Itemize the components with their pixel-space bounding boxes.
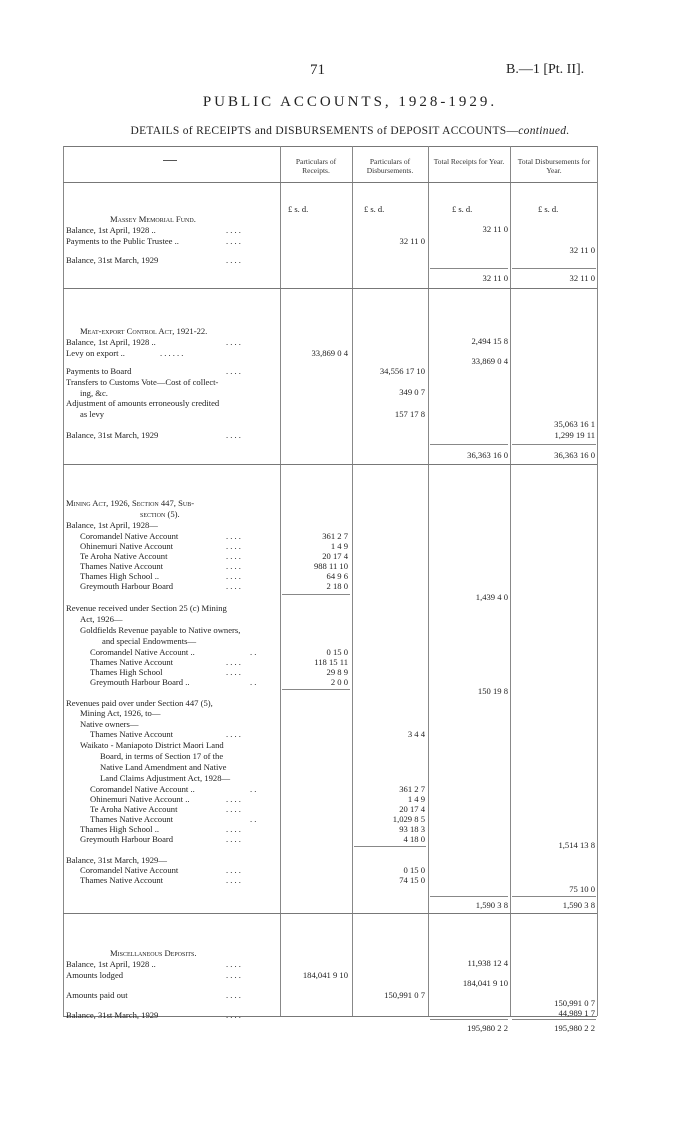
subtitle-main: DETAILS of RECEIPTS and DISBURSEMENTS of DEPOSIT ACCOUNTS— bbox=[130, 125, 519, 137]
mining-rev-acct-4: Greymouth Harbour Board .. bbox=[90, 677, 190, 687]
mining-close-acct-2: Thames Native Account bbox=[80, 875, 164, 885]
meat-levy-total: 33,869 0 4 bbox=[471, 356, 508, 366]
leader-dots: . . . . bbox=[226, 571, 241, 581]
leader-dots: . . . . bbox=[226, 875, 241, 885]
mining-open-value-5: 64 9 6 bbox=[326, 571, 348, 581]
mining-paid-value-3: 20 17 4 bbox=[399, 804, 425, 814]
leader-dots: . . . . bbox=[226, 255, 241, 265]
massey-label-payments: Payments to the Public Trustee .. bbox=[66, 236, 179, 246]
col-rule-4 bbox=[510, 146, 511, 1016]
desc-col-header bbox=[163, 160, 177, 161]
leader-dots: . . . . bbox=[226, 581, 241, 591]
mining-close-total: 75 10 0 bbox=[569, 884, 595, 894]
mining-close-value-1: 0 15 0 bbox=[403, 865, 425, 875]
table-left-rule bbox=[63, 146, 64, 1016]
subtitle-continued: continued. bbox=[518, 125, 570, 137]
subtotal-rule bbox=[430, 896, 508, 897]
col-rule-2 bbox=[352, 146, 353, 1016]
leader-dots: . . bbox=[250, 784, 257, 794]
leader-dots: . . . . bbox=[226, 551, 241, 561]
col-header-receipts: Particulars of Receipts. bbox=[295, 157, 337, 175]
leader-dots: . . . . . . bbox=[160, 348, 184, 358]
meat-label-open: Balance, 1st April, 1928 .. bbox=[66, 337, 156, 347]
misc-grand-receipts: 195,980 2 2 bbox=[467, 1023, 508, 1033]
leader-dots: . . . . bbox=[226, 541, 241, 551]
mining-rev-value-3: 29 8 9 bbox=[326, 667, 348, 677]
mining-paid-value-6: 4 18 0 bbox=[403, 834, 425, 844]
leader-dots: . . bbox=[250, 647, 257, 657]
meat-label-transfers: Transfers to Customs Vote—Cost of collect- bbox=[66, 377, 219, 387]
misc-paid-out-value: 150,991 0 7 bbox=[384, 990, 425, 1000]
massey-payment-value: 32 11 0 bbox=[399, 236, 425, 246]
subtotal-rule bbox=[354, 846, 426, 847]
subtotal-rule bbox=[512, 896, 596, 897]
misc-lodged-total: 184,041 9 10 bbox=[462, 978, 508, 988]
mining-open-acct-1: Coromandel Native Account bbox=[80, 531, 179, 541]
misc-disb-total: 150,991 0 7 bbox=[554, 998, 595, 1008]
mining-rev-value-4: 2 0 0 bbox=[330, 677, 348, 687]
mining-thames-native-paid: 3 4 4 bbox=[407, 729, 425, 739]
leader-dots: . . . . bbox=[226, 804, 241, 814]
mining-open-acct-2: Ohinemuri Native Account bbox=[80, 541, 174, 551]
leader-dots: . . . . bbox=[226, 865, 241, 875]
col-rule-3 bbox=[428, 146, 429, 1016]
mining-label-paid: Revenues paid over under Section 447 (5), bbox=[66, 698, 213, 708]
subtotal-rule bbox=[282, 689, 350, 690]
massey-label-open: Balance, 1st April, 1928 .. bbox=[66, 225, 156, 235]
subtotal-rule bbox=[282, 594, 350, 595]
mining-revenue-total: 150 19 8 bbox=[477, 686, 508, 696]
col-header-total-disbursements: Total Disbursements for Year. bbox=[517, 157, 591, 175]
meat-payments-value: 34,556 17 10 bbox=[379, 366, 425, 376]
mining-heading: Mining Act, 1926, Section 447, Sub- bbox=[66, 498, 195, 508]
page-title: PUBLIC ACCOUNTS, 1928-1929. bbox=[202, 94, 498, 110]
mining-open-value-2: 1 4 9 bbox=[330, 541, 348, 551]
mining-label-balance-open: Balance, 1st April, 1928— bbox=[66, 520, 158, 530]
mining-rev-value-2: 118 15 11 bbox=[314, 657, 348, 667]
subtotal-rule bbox=[512, 268, 596, 269]
mining-paid-acct-6: Greymouth Harbour Board bbox=[80, 834, 174, 844]
meat-label-adjustment: Adjustment of amounts erroneously credited bbox=[66, 398, 220, 408]
mining-label-waikato-4: Land Claims Adjustment Act, 1928— bbox=[100, 773, 231, 783]
leader-dots: . . . . bbox=[226, 667, 241, 677]
leader-dots: . . . . bbox=[226, 366, 241, 376]
meat-disb-total: 35,063 16 1 bbox=[554, 419, 595, 429]
section-rule-1 bbox=[63, 288, 597, 289]
mining-paid-value-1: 361 2 7 bbox=[399, 784, 425, 794]
mining-paid-value-5: 93 18 3 bbox=[399, 824, 425, 834]
mining-paid-acct-5: Thames High School .. bbox=[80, 824, 160, 834]
mining-label-waikato: Waikato - Maniapoto District Maori Land bbox=[80, 740, 224, 750]
misc-label-paid-out: Amounts paid out bbox=[66, 990, 128, 1000]
mining-label-waikato-3: Native Land Amendment and Native bbox=[100, 762, 227, 772]
leader-dots: . . . . bbox=[226, 1010, 241, 1020]
leader-dots: . . . . bbox=[226, 657, 241, 667]
mining-rev-value-1: 0 15 0 bbox=[326, 647, 348, 657]
leader-dots: . . . . bbox=[226, 225, 241, 235]
leader-dots: . . . . bbox=[226, 959, 241, 969]
misc-close-value: 44,989 1 7 bbox=[558, 1008, 595, 1018]
misc-label-close: Balance, 31st March, 1929 bbox=[66, 1010, 159, 1020]
misc-grand-disbursements: 195,980 2 2 bbox=[554, 1023, 595, 1033]
massey-open-total: 32 11 0 bbox=[482, 224, 508, 234]
unit-label-c1: £ s. d. bbox=[288, 204, 309, 214]
page-number: 71 bbox=[310, 62, 325, 78]
leader-dots: . . bbox=[250, 814, 257, 824]
mining-label-balance-close: Balance, 31st March, 1929— bbox=[66, 855, 167, 865]
page-subtitle bbox=[0, 125, 700, 137]
leader-dots: . . bbox=[250, 677, 257, 687]
mining-heading-cont: section (5). bbox=[140, 509, 180, 519]
leader-dots: . . . . bbox=[226, 990, 241, 1000]
meat-levy-value: 33,869 0 4 bbox=[311, 348, 348, 358]
leader-dots: . . . . bbox=[226, 970, 241, 980]
meat-label-adjustment-cont: as levy bbox=[80, 409, 105, 419]
meat-close-value: 1,299 19 11 bbox=[554, 430, 595, 440]
leader-dots: . . . . bbox=[226, 834, 241, 844]
meat-label-levy: Levy on export .. bbox=[66, 348, 125, 358]
mining-paid-acct-4: Thames Native Account bbox=[90, 814, 174, 824]
mining-grand-receipts: 1,590 3 8 bbox=[475, 900, 508, 910]
mining-open-acct-4: Thames Native Account bbox=[80, 561, 164, 571]
subtotal-rule bbox=[430, 268, 508, 269]
mining-paid-value-2: 1 4 9 bbox=[407, 794, 425, 804]
mining-label-goldfields-cont: and special Endowments— bbox=[102, 636, 197, 646]
meat-label-transfers-cont: ing, &c. bbox=[80, 388, 108, 398]
unit-label-c3: £ s. d. bbox=[452, 204, 473, 214]
mining-label-revenue: Revenue received under Section 25 (c) Mining bbox=[66, 603, 227, 613]
header-rule bbox=[63, 182, 597, 183]
mining-label-native-owners: Native owners— bbox=[80, 719, 139, 729]
mining-close-value-2: 74 15 0 bbox=[399, 875, 425, 885]
mining-paid-value-4: 1,029 8 5 bbox=[392, 814, 425, 824]
subtotal-rule bbox=[430, 1019, 508, 1020]
mining-open-total: 1,439 4 0 bbox=[475, 592, 508, 602]
table-right-rule bbox=[597, 146, 598, 1016]
unit-label-c2: £ s. d. bbox=[364, 204, 385, 214]
massey-label-close: Balance, 31st March, 1929 bbox=[66, 255, 159, 265]
subtotal-rule bbox=[512, 1019, 596, 1020]
mining-paid-acct-1: Coromandel Native Account .. bbox=[90, 784, 195, 794]
mining-open-acct-5: Thames High School .. bbox=[80, 571, 160, 581]
section-rule-3 bbox=[63, 913, 597, 914]
meat-adjustment-value: 157 17 8 bbox=[394, 409, 425, 419]
subtotal-rule bbox=[430, 444, 508, 445]
mining-label-thames-native: Thames Native Account bbox=[90, 729, 174, 739]
misc-lodged-value: 184,041 9 10 bbox=[302, 970, 348, 980]
meat-label-close: Balance, 31st March, 1929 bbox=[66, 430, 159, 440]
mining-paid-acct-3: Te Aroha Native Account bbox=[90, 804, 178, 814]
leader-dots: . . . . bbox=[226, 824, 241, 834]
mining-label-paid-cont: Mining Act, 1926, to— bbox=[80, 708, 161, 718]
unit-label-c4: £ s. d. bbox=[538, 204, 559, 214]
massey-disb-total: 32 11 0 bbox=[569, 245, 595, 255]
section-rule-2 bbox=[63, 464, 597, 465]
leader-dots: . . . . bbox=[226, 531, 241, 541]
misc-label-open: Balance, 1st April, 1928 .. bbox=[66, 959, 156, 969]
meat-label-payments: Payments to Board bbox=[66, 366, 132, 376]
mining-open-value-6: 2 18 0 bbox=[326, 581, 348, 591]
mining-open-value-1: 361 2 7 bbox=[322, 531, 348, 541]
misc-label-lodged: Amounts lodged bbox=[66, 970, 124, 980]
massey-grand-receipts: 32 11 0 bbox=[482, 273, 508, 283]
mining-rev-acct-2: Thames Native Account bbox=[90, 657, 174, 667]
mining-label-goldfields: Goldfields Revenue payable to Native owners, bbox=[80, 625, 241, 635]
massey-heading: Massey Memorial Fund. bbox=[110, 214, 196, 224]
col-rule-1 bbox=[280, 146, 281, 1016]
misc-open-total: 11,938 12 4 bbox=[467, 958, 508, 968]
mining-open-acct-3: Te Aroha Native Account bbox=[80, 551, 168, 561]
col-header-disbursements: Particulars of Disbursements. bbox=[366, 157, 414, 175]
mining-rev-acct-3: Thames High School bbox=[90, 667, 163, 677]
leader-dots: . . . . bbox=[226, 337, 241, 347]
leader-dots: . . . . bbox=[226, 236, 241, 246]
mining-open-acct-6: Greymouth Harbour Board bbox=[80, 581, 174, 591]
col-header-total-receipts: Total Receipts for Year. bbox=[433, 157, 505, 166]
mining-paid-total: 1,514 13 8 bbox=[558, 840, 595, 850]
mining-close-acct-1: Coromandel Native Account bbox=[80, 865, 179, 875]
report-reference: B.—1 [Pt. II]. bbox=[506, 62, 585, 77]
meat-grand-disbursements: 36,363 16 0 bbox=[554, 450, 595, 460]
table-top-rule bbox=[63, 146, 597, 147]
meat-grand-receipts: 36,363 16 0 bbox=[467, 450, 508, 460]
mining-rev-acct-1: Coromandel Native Account .. bbox=[90, 647, 195, 657]
mining-grand-disbursements: 1,590 3 8 bbox=[562, 900, 595, 910]
leader-dots: . . . . bbox=[226, 794, 241, 804]
mining-label-revenue-cont: Act, 1926— bbox=[80, 614, 123, 624]
mining-paid-acct-2: Ohinemuri Native Account .. bbox=[90, 794, 190, 804]
leader-dots: . . . . bbox=[226, 561, 241, 571]
leader-dots: . . . . bbox=[226, 729, 241, 739]
subtotal-rule bbox=[512, 444, 596, 445]
mining-open-value-4: 988 11 10 bbox=[313, 561, 348, 571]
meat-heading: Meat-export Control Act, 1921-22. bbox=[80, 326, 208, 336]
massey-grand-disbursements: 32 11 0 bbox=[569, 273, 595, 283]
meat-transfers-value: 349 0 7 bbox=[399, 387, 425, 397]
meat-open-total: 2,494 15 8 bbox=[471, 336, 508, 346]
leader-dots: . . . . bbox=[226, 430, 241, 440]
mining-open-value-3: 20 17 4 bbox=[322, 551, 348, 561]
misc-heading: Miscellaneous Deposits. bbox=[110, 948, 197, 958]
mining-label-waikato-2: Board, in terms of Section 17 of the bbox=[100, 751, 224, 761]
